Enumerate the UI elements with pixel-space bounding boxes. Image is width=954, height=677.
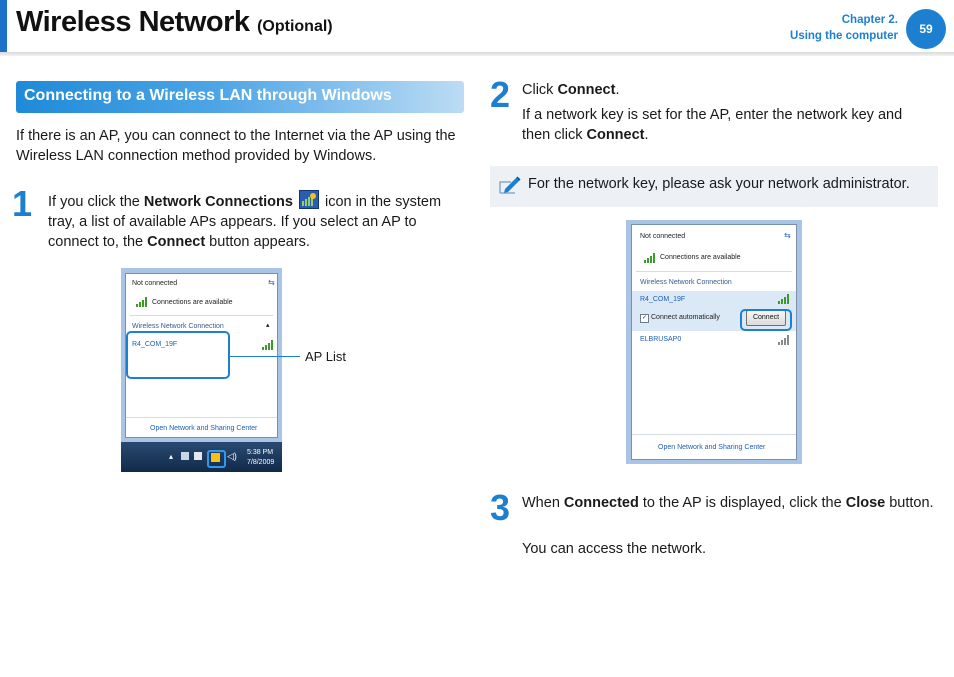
step-2-line-1-bold: Connect (557, 82, 616, 98)
header-rule (0, 52, 954, 56)
step-1-number: 1 (12, 183, 33, 224)
network-tray-icon[interactable] (211, 453, 220, 462)
connect-button[interactable]: Connect (746, 310, 786, 326)
page-title-suffix: (Optional) (257, 18, 333, 35)
step-3-number: 3 (490, 487, 511, 528)
connect-window-frame (626, 220, 802, 464)
network-signal-icon-2 (778, 335, 790, 345)
step-2-number: 2 (490, 74, 511, 115)
show-hidden-icons-icon[interactable]: ▴ (169, 452, 174, 461)
step-3-text-a: When (522, 495, 564, 511)
footer-divider (632, 434, 796, 435)
step-3-bold-a: Connected (563, 495, 639, 511)
step-3-line-2: You can access the network. (522, 541, 707, 557)
status-text: Not connected (640, 233, 686, 240)
header-accent-bar (0, 0, 7, 52)
refresh-icon[interactable]: ⇆ (784, 231, 791, 240)
status-text: Not connected (132, 280, 178, 287)
step-3-bold-b: Close (845, 495, 886, 511)
network-connections-icon (299, 190, 319, 209)
step-2-line-2-bold: Connect (586, 127, 645, 143)
chapter-label (790, 12, 898, 44)
step-2-line-1 (522, 80, 942, 100)
open-network-center-link[interactable]: Open Network and Sharing Center (150, 425, 258, 432)
step-2-line-2-a: If a network key is set for the AP, enter the network key and then click (522, 107, 903, 143)
tray-time: 5:38 PM (247, 449, 274, 456)
step-1-bold-a: Network Connections (143, 194, 293, 210)
battery-icon[interactable] (194, 452, 202, 460)
chapter-number: Chapter 2. (841, 14, 898, 26)
connect-button-highlight (740, 309, 792, 331)
intro-paragraph: If there is an AP, you can connect to the Internet via the AP using the Wireless LAN connection method provided by Windows. (16, 128, 456, 164)
tray-date: 7/8/2009 (247, 459, 275, 466)
available-text: Connections are available (660, 254, 741, 261)
network-signal-icon (262, 340, 274, 350)
note-text: For the network key, please ask your network administrator. (528, 176, 910, 192)
divider (636, 271, 792, 272)
auto-connect-label: Connect automatically (651, 314, 720, 321)
group-label: Wireless Network Connection (640, 279, 732, 286)
page-title-text: Wireless Network (16, 6, 250, 38)
auto-connect-checkbox[interactable]: ✓ (641, 315, 648, 321)
ap-list-leader-line (228, 356, 300, 357)
refresh-icon[interactable]: ⇆ (268, 278, 275, 287)
connect-window (631, 224, 797, 460)
step-3-text-c: button. (885, 495, 934, 511)
step-2-line-2 (522, 105, 934, 145)
available-text: Connections are available (152, 299, 233, 306)
step-1-text-a: If you click the (48, 194, 144, 210)
step-1-text-c: button appears. (205, 234, 310, 250)
step-2-line-1-end: . (615, 82, 620, 98)
group-label: Wireless Network Connection (132, 323, 224, 330)
step-2-line-2-end: . (644, 127, 649, 143)
volume-icon[interactable]: ◁) (227, 451, 237, 461)
note-pencil-icon (497, 172, 523, 198)
action-center-icon[interactable] (181, 452, 189, 460)
chapter-title: Using the computer (790, 30, 898, 42)
page-number: 59 (919, 22, 933, 36)
page-title (16, 6, 333, 39)
section-heading: Connecting to a Wireless LAN through Windows (24, 87, 392, 104)
tray-clock[interactable] (247, 448, 274, 468)
network-item[interactable]: R4_COM_19F (132, 341, 178, 348)
network-signal-icon (778, 294, 790, 304)
step-3-text-b: to the AP is displayed, click the (638, 495, 846, 511)
page-number-badge (906, 9, 946, 49)
divider (130, 315, 273, 316)
footer-divider (126, 417, 277, 418)
signal-icon (136, 297, 148, 307)
ap-list-callout: AP List (305, 349, 346, 364)
step-3-text (522, 493, 938, 513)
signal-icon (644, 253, 656, 263)
network-item[interactable]: ELBRUSAP0 (640, 336, 682, 343)
ap-list-highlight (126, 331, 230, 379)
step-1-bold-b: Connect (147, 234, 206, 250)
step-2-line-1-a: Click (522, 82, 558, 98)
collapse-chevron-icon[interactable]: ▴ (266, 322, 270, 329)
network-item-selected[interactable]: R4_COM_19F (640, 296, 686, 303)
step-1-text-b: icon in the system tray, a list of available APs appears. If you select an AP to connect to, the (48, 194, 442, 250)
step-1-text (48, 190, 463, 252)
taskbar (121, 442, 282, 472)
open-network-center-link[interactable]: Open Network and Sharing Center (658, 444, 766, 451)
